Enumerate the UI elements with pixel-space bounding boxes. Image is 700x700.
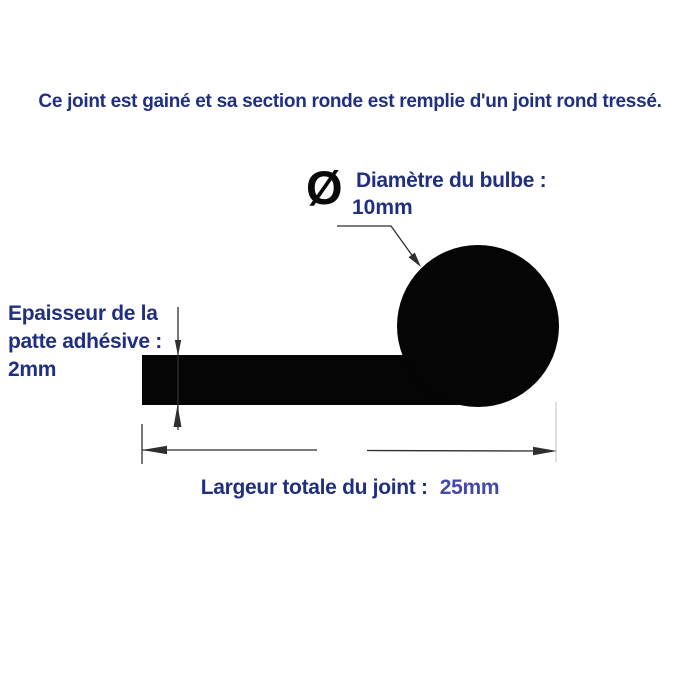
thickness-arrow-down-icon xyxy=(175,340,181,356)
tab-thickness-label xyxy=(8,300,162,384)
width-dimension-line-right xyxy=(367,451,535,452)
tab-thickness-label-line1: Epaisseur de la xyxy=(8,302,158,325)
tab-thickness-label-line2: patte adhésive : xyxy=(8,330,162,353)
thickness-arrow-up-icon xyxy=(174,405,182,427)
bulb-shape xyxy=(397,245,559,407)
total-width-label: Largeur totale du joint : xyxy=(200,476,428,499)
description-text: Ce joint est gainé et sa section ronde est remplie d'un joint rond tressé. xyxy=(38,91,662,112)
width-dimension xyxy=(142,402,557,464)
bulb-diameter-label: Diamètre du bulbe : xyxy=(356,169,547,192)
bulb-leader-arrow xyxy=(337,226,421,267)
bulb-leader-line xyxy=(337,226,414,258)
width-arrow-right-icon xyxy=(533,447,557,455)
diameter-icon: Ø xyxy=(306,161,343,214)
total-width-value: 25mm xyxy=(439,476,500,499)
bulb-leader-arrowhead-icon xyxy=(409,253,422,267)
tab-thickness-value: 2mm xyxy=(8,358,57,381)
seal-profile-shape xyxy=(142,245,559,407)
total-width-annotation xyxy=(0,476,700,500)
bulb-diameter-value: 10mm xyxy=(352,196,413,219)
width-arrow-left-icon xyxy=(142,446,167,454)
